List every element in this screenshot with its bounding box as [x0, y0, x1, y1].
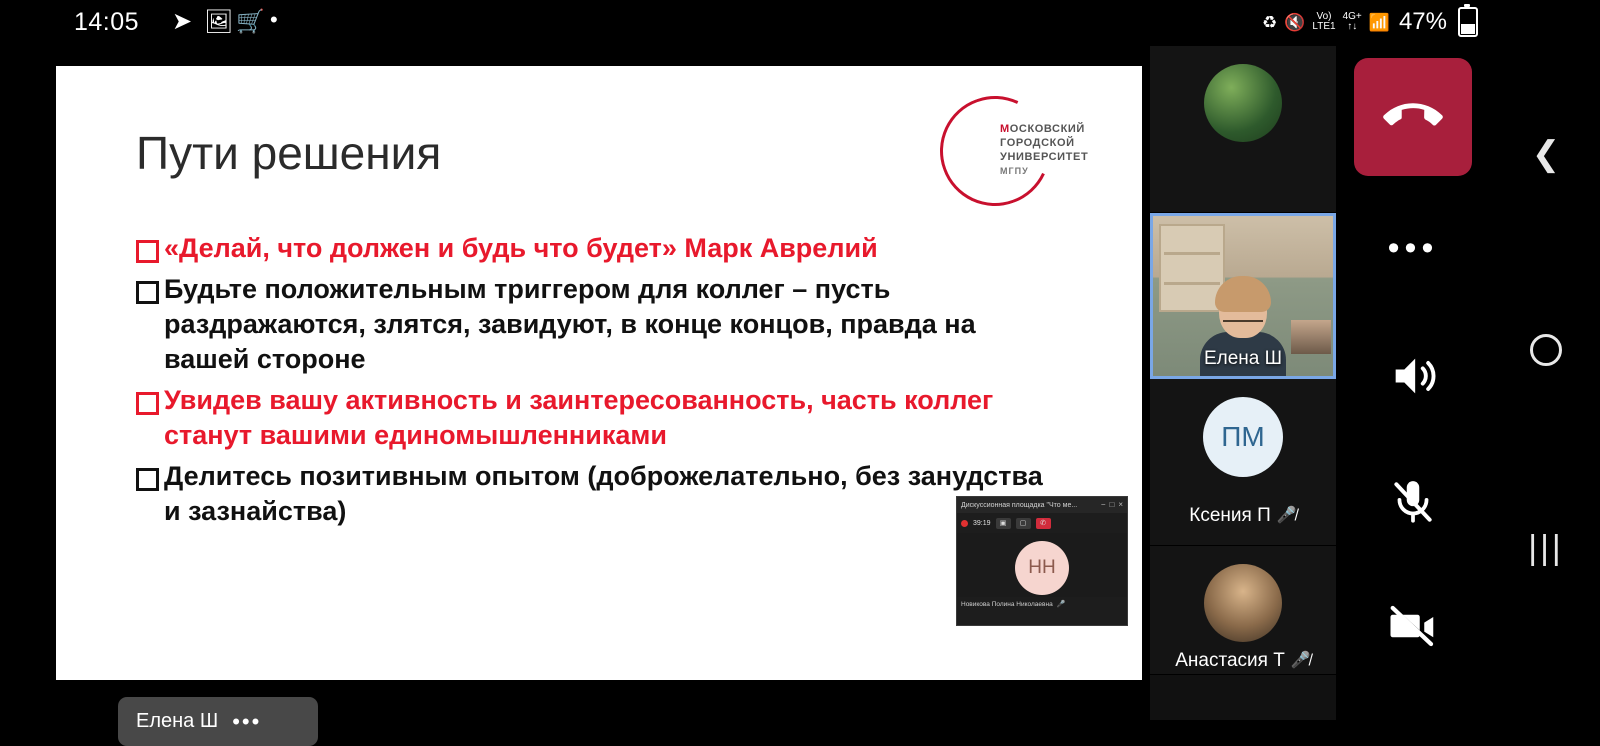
pip-camera-button[interactable]: ▣: [996, 518, 1011, 529]
more-options-icon[interactable]: •••: [232, 708, 262, 734]
dot-icon: •: [270, 7, 278, 32]
close-icon[interactable]: ×: [1118, 500, 1123, 509]
participant-tile[interactable]: [1150, 46, 1336, 213]
telegram-icon: ➤: [172, 8, 193, 35]
bullet-list: [136, 231, 1066, 535]
participant-caption: [1150, 505, 1336, 527]
battery-percent: 47%: [1398, 8, 1447, 35]
mic-muted-icon: [1388, 477, 1438, 527]
pip-share-button[interactable]: ▢: [1016, 518, 1031, 529]
camera-off-icon: [1386, 599, 1440, 653]
data-saver-icon: ♻: [1262, 12, 1278, 32]
participant-tile-active[interactable]: [1150, 213, 1336, 379]
person-hair: [1215, 276, 1271, 312]
mute-icon: 🔇: [1284, 12, 1306, 32]
mic-muted-icon: 🎤̸: [1276, 507, 1297, 524]
pip-conference-window[interactable]: [956, 496, 1128, 626]
pip-participant-name: Новикова Полина Николаевна: [961, 600, 1053, 608]
participant-name: Анастасия Т: [1175, 650, 1285, 671]
status-bar: [52, 0, 1492, 46]
logo-text: [1000, 122, 1088, 178]
checkbox-bullet-icon: [136, 240, 159, 263]
hangup-icon: [1384, 88, 1442, 146]
self-name-label: Елена Ш: [136, 710, 219, 732]
participants-strip[interactable]: [1150, 46, 1336, 720]
self-nametag[interactable]: [118, 697, 318, 746]
recents-button[interactable]: |||: [1528, 528, 1564, 567]
record-icon: [961, 520, 968, 527]
pip-titlebar: [957, 497, 1127, 513]
checkbox-bullet-icon: [136, 281, 159, 304]
participant-name: Елена Ш: [1203, 348, 1283, 369]
more-options-button[interactable]: [1354, 208, 1472, 288]
home-icon: [1530, 334, 1562, 366]
pip-video-area: [957, 533, 1127, 611]
call-control-rail: [1336, 46, 1492, 720]
home-button[interactable]: [1492, 320, 1600, 380]
participant-tile[interactable]: [1150, 546, 1336, 675]
logo-line-2: ГОРОДСКОЙ: [1000, 137, 1075, 149]
mic-muted-icon: 🎤̸: [1290, 652, 1311, 669]
mic-muted-button[interactable]: [1354, 462, 1472, 542]
more-options-icon: •••: [1387, 229, 1439, 267]
speaker-icon: [1387, 350, 1439, 402]
list-item: [136, 459, 1066, 529]
avatar: НН: [1015, 541, 1069, 595]
list-item: [136, 272, 1066, 377]
left-gutter: [0, 0, 52, 720]
back-button[interactable]: ❮: [1531, 135, 1561, 173]
pip-mic-icon: 🎤: [1056, 601, 1066, 608]
list-item: [136, 231, 1066, 266]
list-item-text: «Делай, что должен и будь что будет» Марк Аврелий: [164, 233, 878, 263]
list-item-text: Увидев вашу активность и заинтересованность, часть коллег станут вашими единомышленниками: [164, 385, 994, 450]
battery-icon: [1458, 7, 1478, 37]
speaker-button[interactable]: [1354, 336, 1472, 416]
status-indicators: [1262, 6, 1478, 38]
maximize-icon[interactable]: □: [1109, 500, 1115, 509]
checkbox-bullet-icon: [136, 392, 159, 415]
signal-bars-icon: 📶: [1368, 12, 1390, 32]
participant-tile[interactable]: [1150, 379, 1336, 546]
pip-toolbar: [957, 513, 1127, 533]
avatar: [1204, 564, 1282, 642]
camera-off-button[interactable]: [1354, 586, 1472, 666]
hangup-button[interactable]: [1354, 58, 1472, 176]
volte-icon: Vo) LTE1: [1312, 11, 1336, 32]
status-time: 14:05: [74, 8, 140, 36]
participant-caption: [1150, 650, 1336, 672]
cart-icon: 🛒: [236, 8, 265, 34]
mobile-network-icon: 4G+ ↑↓: [1342, 11, 1362, 32]
logo-accent-letter: М: [1000, 123, 1010, 135]
page-title: Пути решения: [136, 127, 442, 179]
minimize-icon[interactable]: −: [1100, 500, 1106, 509]
avatar: ПМ: [1203, 397, 1283, 477]
avatar: [1204, 64, 1282, 142]
list-item-text: Делитесь позитивным опытом (доброжелательно, без занудства и зазнайства): [164, 461, 1043, 526]
system-nav-bar: [1492, 0, 1600, 720]
participant-name: Ксения П: [1189, 505, 1271, 526]
photos-icon: 🖼: [204, 8, 234, 34]
logo-line-3: УНИВЕРСИТЕТ: [1000, 151, 1089, 163]
list-item: [136, 383, 1066, 453]
university-logo: [940, 88, 1089, 218]
shared-screen-slide[interactable]: [56, 66, 1142, 734]
checkbox-bullet-icon: [136, 468, 159, 491]
pip-footer: [957, 597, 1127, 611]
pip-hangup-button[interactable]: ✆: [1036, 518, 1051, 529]
list-item-text: Будьте положительным триггером для коллег – пусть раздражаются, злятся, завидуют, в конце концов, правда на вашей стороне: [164, 274, 976, 374]
call-timer: 39:19: [973, 519, 991, 527]
logo-line-1: ОСКОВСКИЙ: [1009, 123, 1085, 135]
pip-window-title: Дискуссионная площадка "Что ме...: [961, 501, 1078, 509]
logo-abbr: МГПУ: [1000, 166, 1029, 176]
